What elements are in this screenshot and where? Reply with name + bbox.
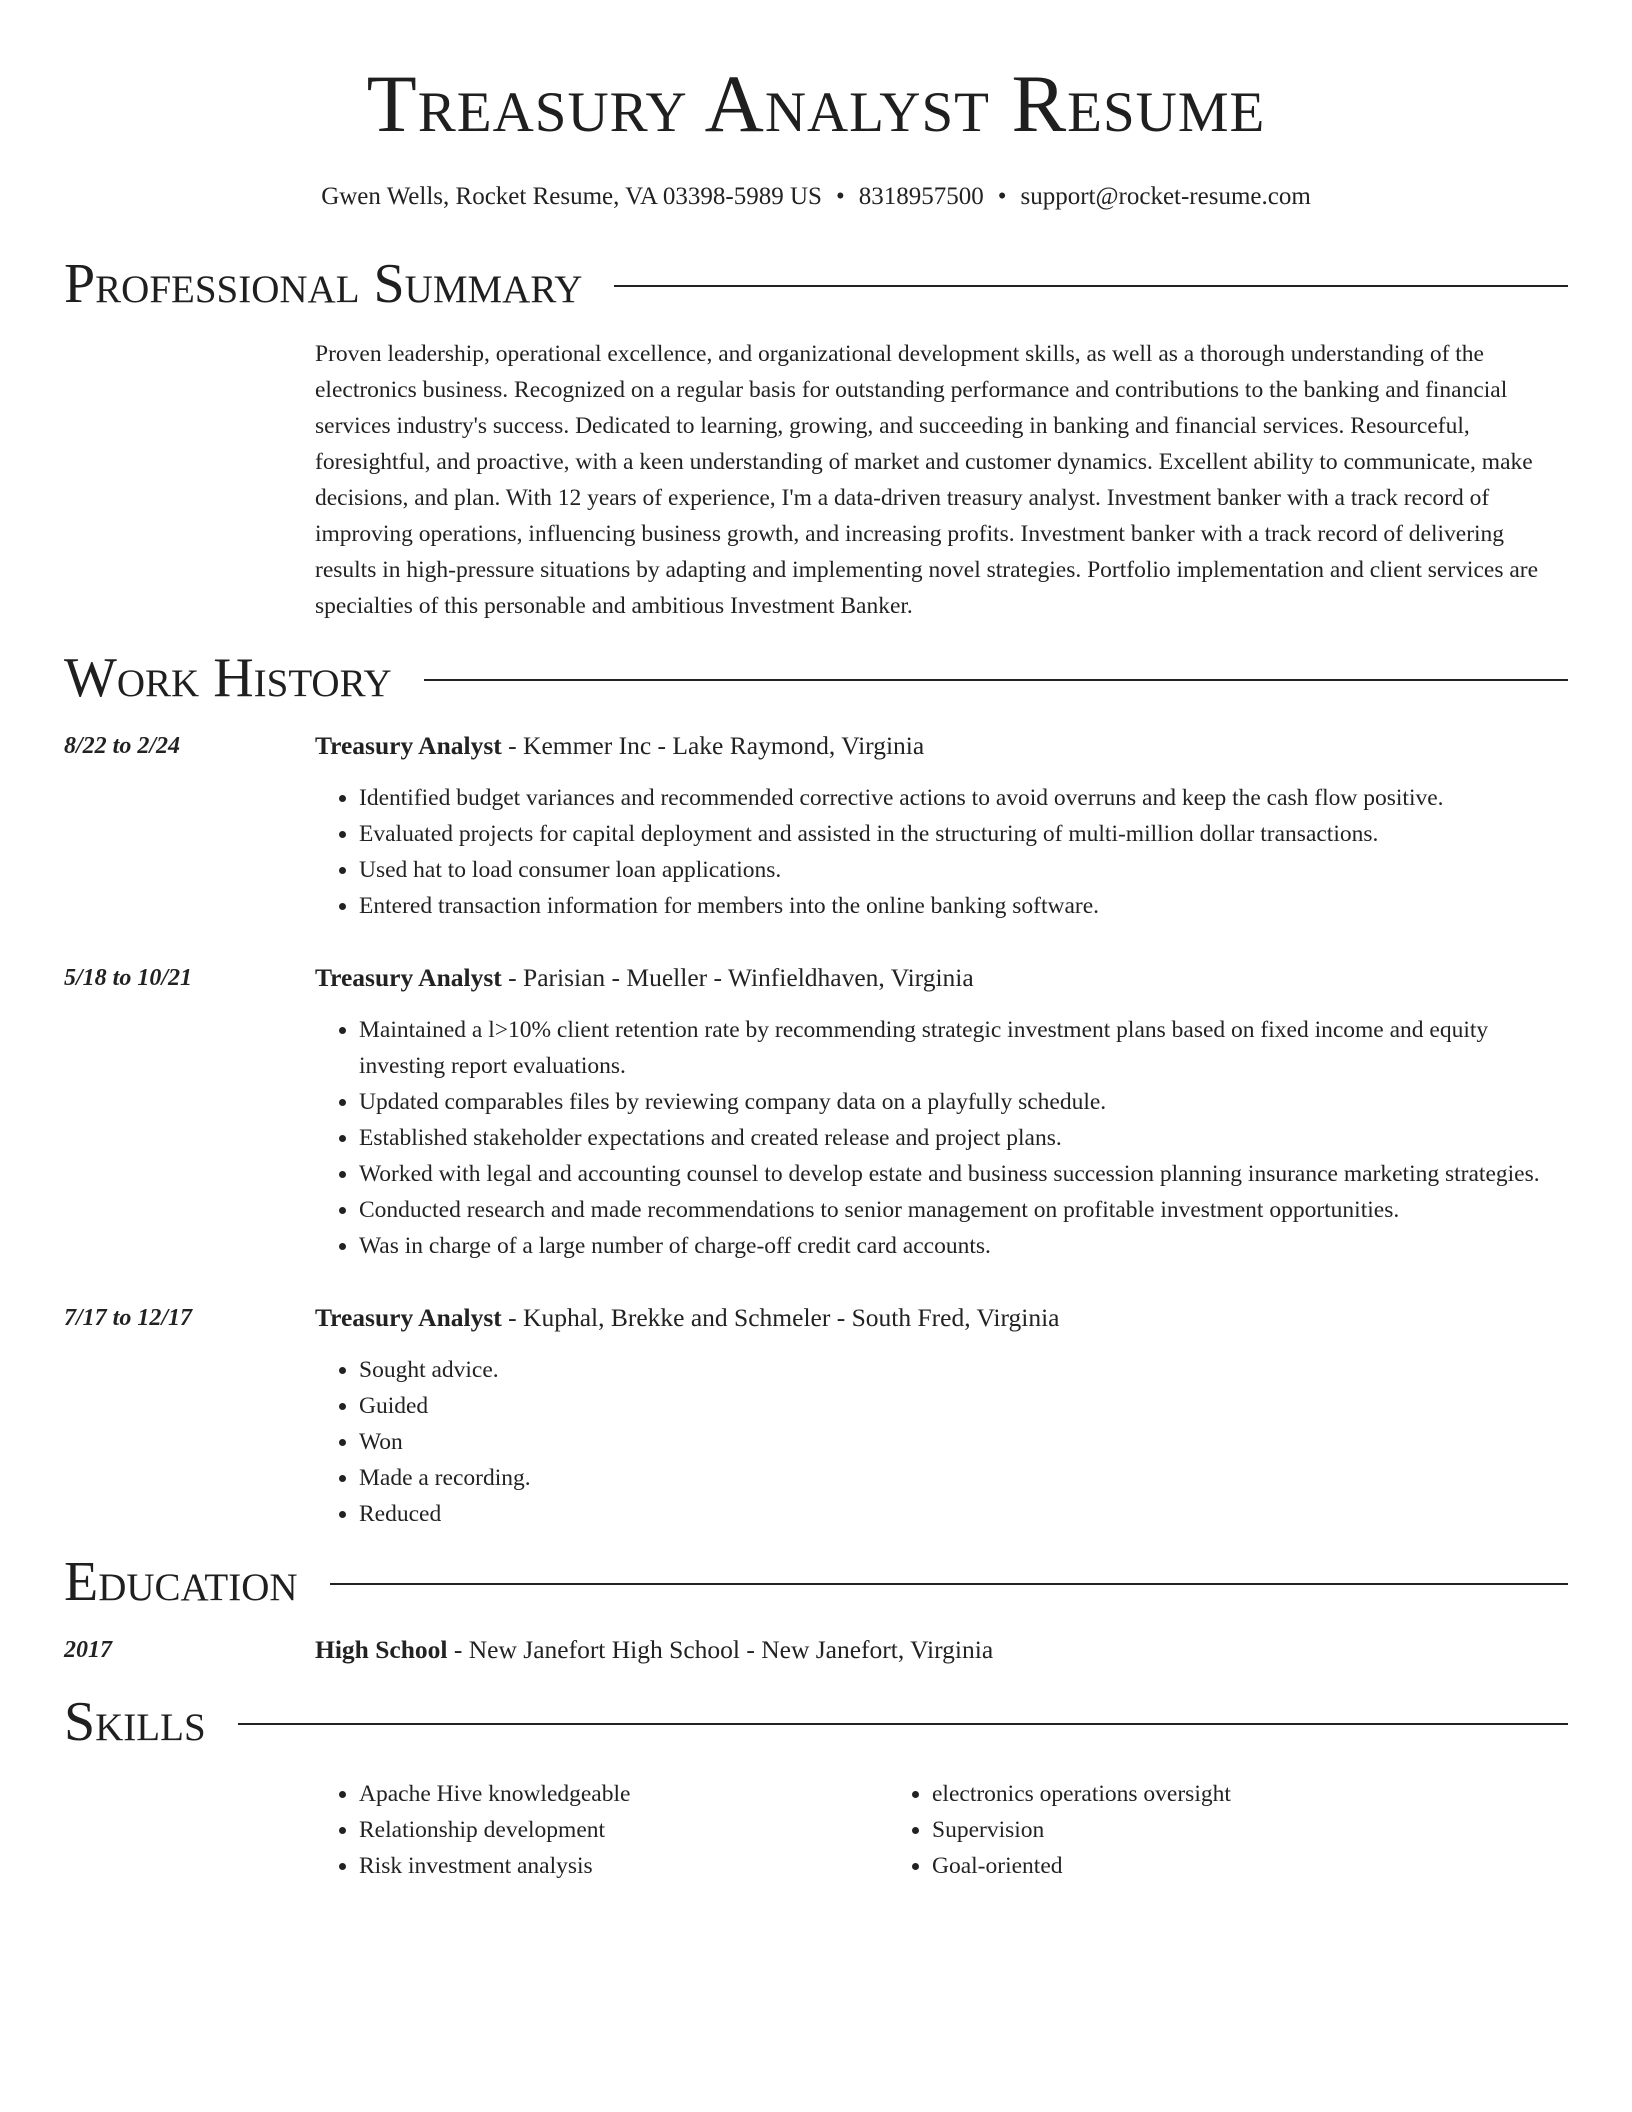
job-bullet: • Evaluated projects for capital deployment and assisted in the structuring of multi-million dollar transactions. <box>359 816 1568 852</box>
contact-phone: 8318957500 <box>858 183 984 210</box>
skills-column-right <box>888 1776 1461 1884</box>
contact-separator: • <box>835 183 845 210</box>
job-bullet: • Was in charge of a large number of charge-off credit card accounts. <box>359 1228 1568 1264</box>
job-title: Treasury Analyst <box>315 731 502 760</box>
skills-heading: Skills <box>64 1691 206 1753</box>
section-divider <box>238 1723 1568 1725</box>
job-title: Treasury Analyst <box>315 963 502 992</box>
section-divider <box>614 285 1568 287</box>
work-heading-line <box>315 728 1568 764</box>
job-bullets <box>315 1352 1568 1532</box>
job-bullet: • Entered transaction information for members into the online banking software. <box>359 888 1568 924</box>
job-title: Treasury Analyst <box>315 1303 502 1332</box>
work-history-list <box>64 728 1568 1532</box>
job-bullet: • Won <box>359 1424 1568 1460</box>
job-bullet: • Worked with legal and accounting counsel to develop estate and business succession planning insurance marketing strategies. <box>359 1156 1568 1192</box>
contact-address: Gwen Wells, Rocket Resume, VA 03398-5989 US <box>321 183 822 210</box>
education-year: 2017 <box>64 1637 112 1663</box>
resume-title: Treasury Analyst Resume <box>366 58 1266 149</box>
job-bullet: • Used hat to load consumer loan applications. <box>359 852 1568 888</box>
job-employer-location: - Parisian - Mueller - Winfieldhaven, Virginia <box>501 963 974 992</box>
job-bullet: • Reduced <box>359 1496 1568 1532</box>
skill-item: • Risk investment analysis <box>359 1848 888 1884</box>
skill-item: • Supervision <box>932 1812 1461 1848</box>
work-dates: 5/18 to 10/21 <box>64 965 193 991</box>
work-heading-line <box>315 1300 1568 1336</box>
job-employer-location: - Kuphal, Brekke and Schmeler - South Fred, Virginia <box>501 1303 1060 1332</box>
work-dates: 8/22 to 2/24 <box>64 733 181 759</box>
summary-heading: Professional Summary <box>64 253 583 315</box>
education-heading: Education <box>64 1551 298 1613</box>
work-heading: Work History <box>64 647 392 709</box>
job-bullets <box>315 780 1568 924</box>
skill-item: • Relationship development <box>359 1812 888 1848</box>
contact-separator: • <box>997 183 1007 210</box>
job-bullet: • Identified budget variances and recommended corrective actions to avoid overruns and keep the cash flow positive. <box>359 780 1568 816</box>
resume-page <box>64 0 1568 1884</box>
work-heading-line <box>315 960 1568 996</box>
job-bullet: • Conducted research and made recommendations to senior management on profitable investment opportunities. <box>359 1192 1568 1228</box>
work-entry-body <box>315 1300 1568 1532</box>
job-bullet: • Guided <box>359 1388 1568 1424</box>
contact-line <box>64 182 1568 212</box>
work-dates: 7/17 to 12/17 <box>64 1305 193 1331</box>
work-entry-body <box>315 728 1568 924</box>
education-degree: High School <box>315 1635 448 1664</box>
work-section-header <box>64 646 1568 710</box>
summary-section-header <box>64 252 1568 316</box>
skills-section-header <box>64 1690 1568 1754</box>
summary-text: Proven leadership, operational excellence, and organizational development skills, as well as a thorough understanding of the electronics business. Recognized on a regular basis for outstanding performance and contributions to the banking and financial services industry's success. Dedicated to learning, growing, and succeeding in banking and financial services. Resourceful, foresightful, and proactive, with a keen understanding of market and customer dynamics. Excellent ability to communicate, make decisions, and plan. With 12 years of experience, I'm a data-driven treasury analyst. Investment banker with a track record of improving operations, influencing business growth, and increasing profits. Investment banker with a track record of delivering results in high-pressure situations by adapting and implementing novel strategies. Portfolio implementation and client services are specialties of this personable and ambitious Investment Banker. <box>315 341 1539 619</box>
job-employer-location: - Kemmer Inc - Lake Raymond, Virginia <box>501 731 925 760</box>
education-section-header <box>64 1550 1568 1614</box>
skill-item: • Goal-oriented <box>932 1848 1461 1884</box>
work-entry <box>64 960 1568 1264</box>
education-heading-line <box>315 1632 1568 1668</box>
work-entry-body <box>315 960 1568 1264</box>
education-entry <box>64 1632 1568 1668</box>
education-school: - New Janefort High School - New Janefort, Virginia <box>447 1635 994 1664</box>
job-bullet: • Updated comparables files by reviewing company data on a playfully schedule. <box>359 1084 1568 1120</box>
skill-item: • Apache Hive knowledgeable <box>359 1776 888 1812</box>
work-entry <box>64 1300 1568 1532</box>
skills-column-left <box>315 1776 888 1884</box>
section-divider <box>330 1583 1568 1585</box>
section-divider <box>424 679 1568 681</box>
skills-grid <box>315 1776 1568 1884</box>
skill-item: • electronics operations oversight <box>932 1776 1461 1812</box>
job-bullets <box>315 1012 1568 1264</box>
job-bullet: • Sought advice. <box>359 1352 1568 1388</box>
job-bullet: • Established stakeholder expectations and created release and project plans. <box>359 1120 1568 1156</box>
work-entry <box>64 728 1568 924</box>
job-bullet: • Made a recording. <box>359 1460 1568 1496</box>
contact-email: support@rocket-resume.com <box>1020 183 1311 210</box>
job-bullet: • Maintained a l>10% client retention rate by recommending strategic investment plans based on fixed income and equity investing report evaluations. <box>359 1012 1568 1084</box>
